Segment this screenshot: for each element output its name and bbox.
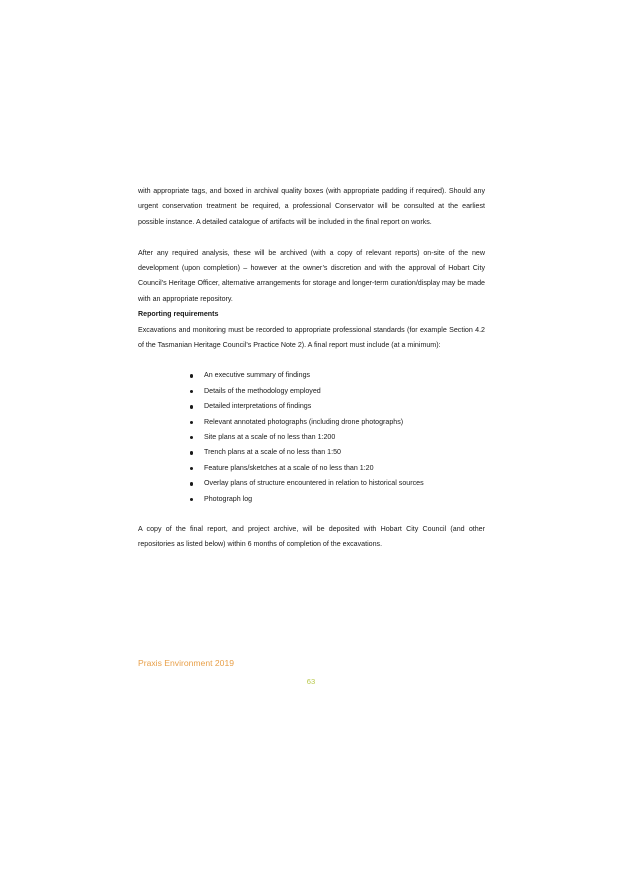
- list-item: [190, 399, 485, 414]
- list-item-text: Relevant annotated photographs (including drone photographs): [204, 417, 404, 426]
- list-item-text: Detailed interpretations of findings: [204, 402, 312, 411]
- list-item-text: Photograph log: [204, 494, 253, 503]
- bullet-icon: [190, 482, 193, 485]
- paragraph-reporting-standards: Excavations and monitoring must be recorded to appropriate professional standards (for example Section 4.2 of the Tasmanian Heritage Council’s Practice Note 2). A final report must include (at a minimum):: [138, 325, 485, 350]
- list-item-text: Overlay plans of structure encountered in relation to historical sources: [204, 479, 424, 488]
- list-item: [190, 461, 485, 476]
- list-item: [190, 415, 485, 430]
- list-item: [190, 476, 485, 491]
- list-item: [190, 384, 485, 399]
- bullet-icon: [190, 436, 193, 439]
- list-item: [190, 368, 485, 383]
- report-contents-list: [138, 368, 485, 507]
- bullet-icon: [190, 451, 193, 454]
- list-item-text: Site plans at a scale of no less than 1:200: [204, 433, 336, 442]
- page-number: 63: [306, 677, 316, 686]
- section-heading-reporting: Reporting requirements: [138, 310, 219, 319]
- bullet-icon: [190, 374, 193, 377]
- paragraph-artifact-handling: with appropriate tags, and boxed in archival quality boxes (with appropriate padding if required). Should any urgent conservation treatment be required, a professional Conservator will be consulted at the earliest possible instance. A detailed catalogue of artifacts will be included in the final report on works.: [138, 187, 485, 226]
- list-item-text: An executive summary of findings: [204, 371, 311, 380]
- body-content: [138, 184, 485, 553]
- list-item-text: Details of the methodology employed: [204, 386, 321, 395]
- bullet-icon: [190, 498, 193, 501]
- list-item-text: Feature plans/sketches at a scale of no less than 1:20: [204, 463, 374, 472]
- bullet-icon: [190, 390, 193, 393]
- bullet-icon: [190, 405, 193, 408]
- footer-organisation: Praxis Environment 2019: [138, 658, 235, 668]
- list-item: [190, 445, 485, 460]
- bullet-icon: [190, 421, 193, 424]
- list-item: [190, 430, 485, 445]
- paragraph-report-deposit: A copy of the final report, and project archive, will be deposited with Hobart City Council (and other repositories as listed below) within 6 months of completion of the excavations.: [138, 524, 485, 549]
- list-item-text: Trench plans at a scale of no less than 1:50: [204, 448, 341, 457]
- paragraph-archiving: After any required analysis, these will be archived (with a copy of relevant reports) on-site of the new development (upon completion) – however at the owner’s discretion and with the approval of Hobart City Council’s Heritage Officer, alternative arrangements for storage and longer-term curation/display may be made with an appropriate repository.: [138, 248, 485, 303]
- bullet-icon: [190, 467, 193, 470]
- list-item: [190, 492, 485, 507]
